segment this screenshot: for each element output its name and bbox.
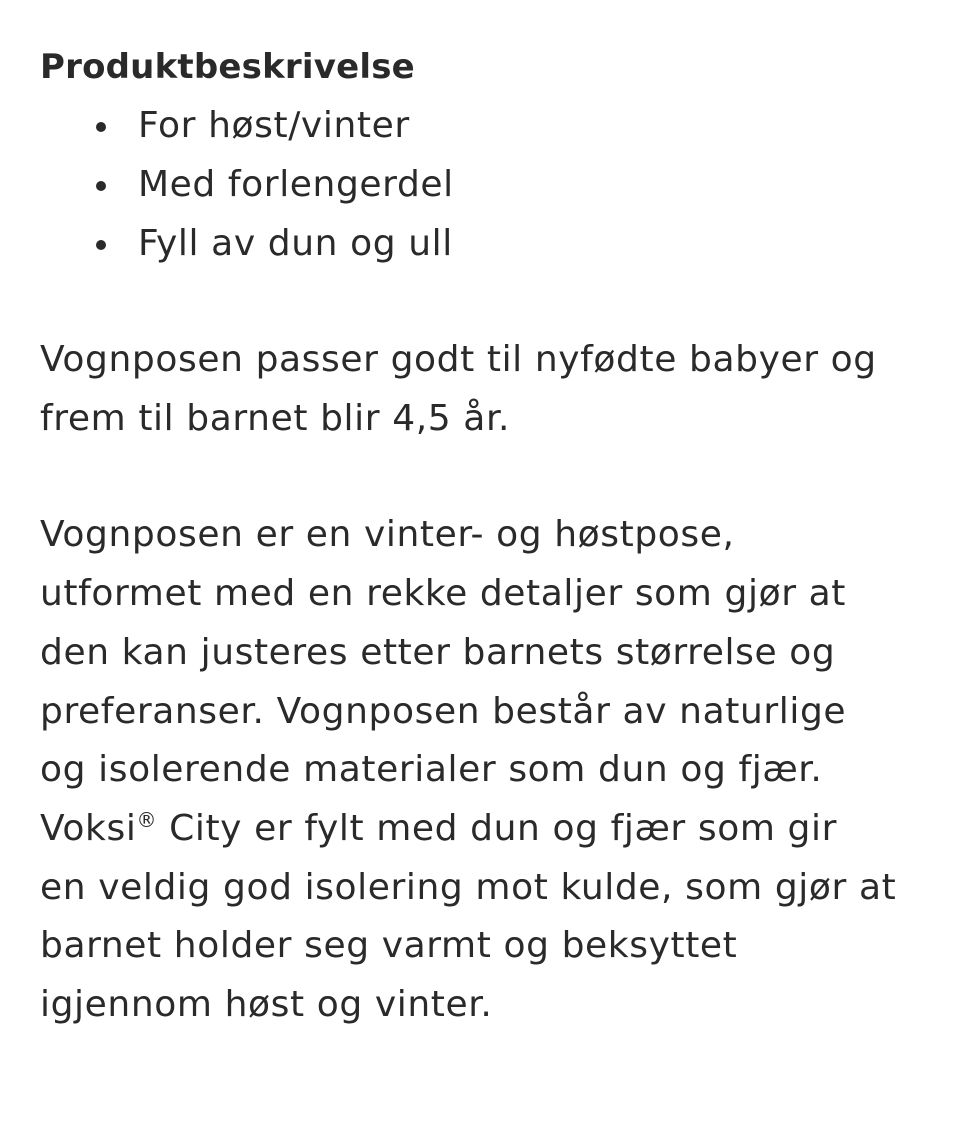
paragraph-line: barnet holder seg varmt og beksyttet — [40, 925, 738, 967]
brand-name: Voksi — [40, 807, 137, 849]
paragraph-line: frem til barnet blir 4,5 år. — [40, 397, 511, 439]
feature-list-item — [96, 214, 930, 273]
feature-list — [40, 96, 930, 273]
age-range-paragraph — [40, 331, 930, 448]
paragraph-line: preferanser. Vognposen består av naturlige — [40, 690, 847, 732]
bullet-icon — [96, 240, 106, 250]
paragraph-line: Vognposen er en vinter- og høstpose, — [40, 514, 735, 556]
section-heading: Produktbeskrivelse — [40, 47, 415, 87]
bullet-icon — [96, 122, 106, 132]
registered-mark: ® — [136, 807, 158, 832]
paragraph-line: Vognposen passer godt til nyfødte babyer og — [40, 339, 877, 380]
paragraph-line: den kan justeres etter barnets størrelse og — [40, 631, 836, 673]
paragraph-line: igjennom høst og vinter. — [40, 984, 493, 1026]
feature-text: Fyll av dun og ull — [138, 223, 453, 264]
feature-text: Med forlengerdel — [138, 164, 454, 205]
paragraph-line-brand — [40, 800, 930, 859]
feature-text: For høst/vinter — [138, 105, 410, 146]
bullet-icon — [96, 181, 106, 191]
paragraph-line: og isolerende materialer som dun og fjær. — [40, 749, 823, 791]
description-paragraph — [40, 506, 930, 1034]
paragraph-line: en veldig god isolering mot kulde, som gjør at — [40, 866, 897, 908]
paragraph-line: utformet med en rekke detaljer som gjør at — [40, 573, 847, 615]
product-description-section — [40, 38, 930, 1035]
feature-list-item — [96, 155, 930, 214]
brand-line-rest: City er fylt med dun og fjær som gir — [157, 807, 837, 849]
feature-list-item — [96, 96, 930, 155]
